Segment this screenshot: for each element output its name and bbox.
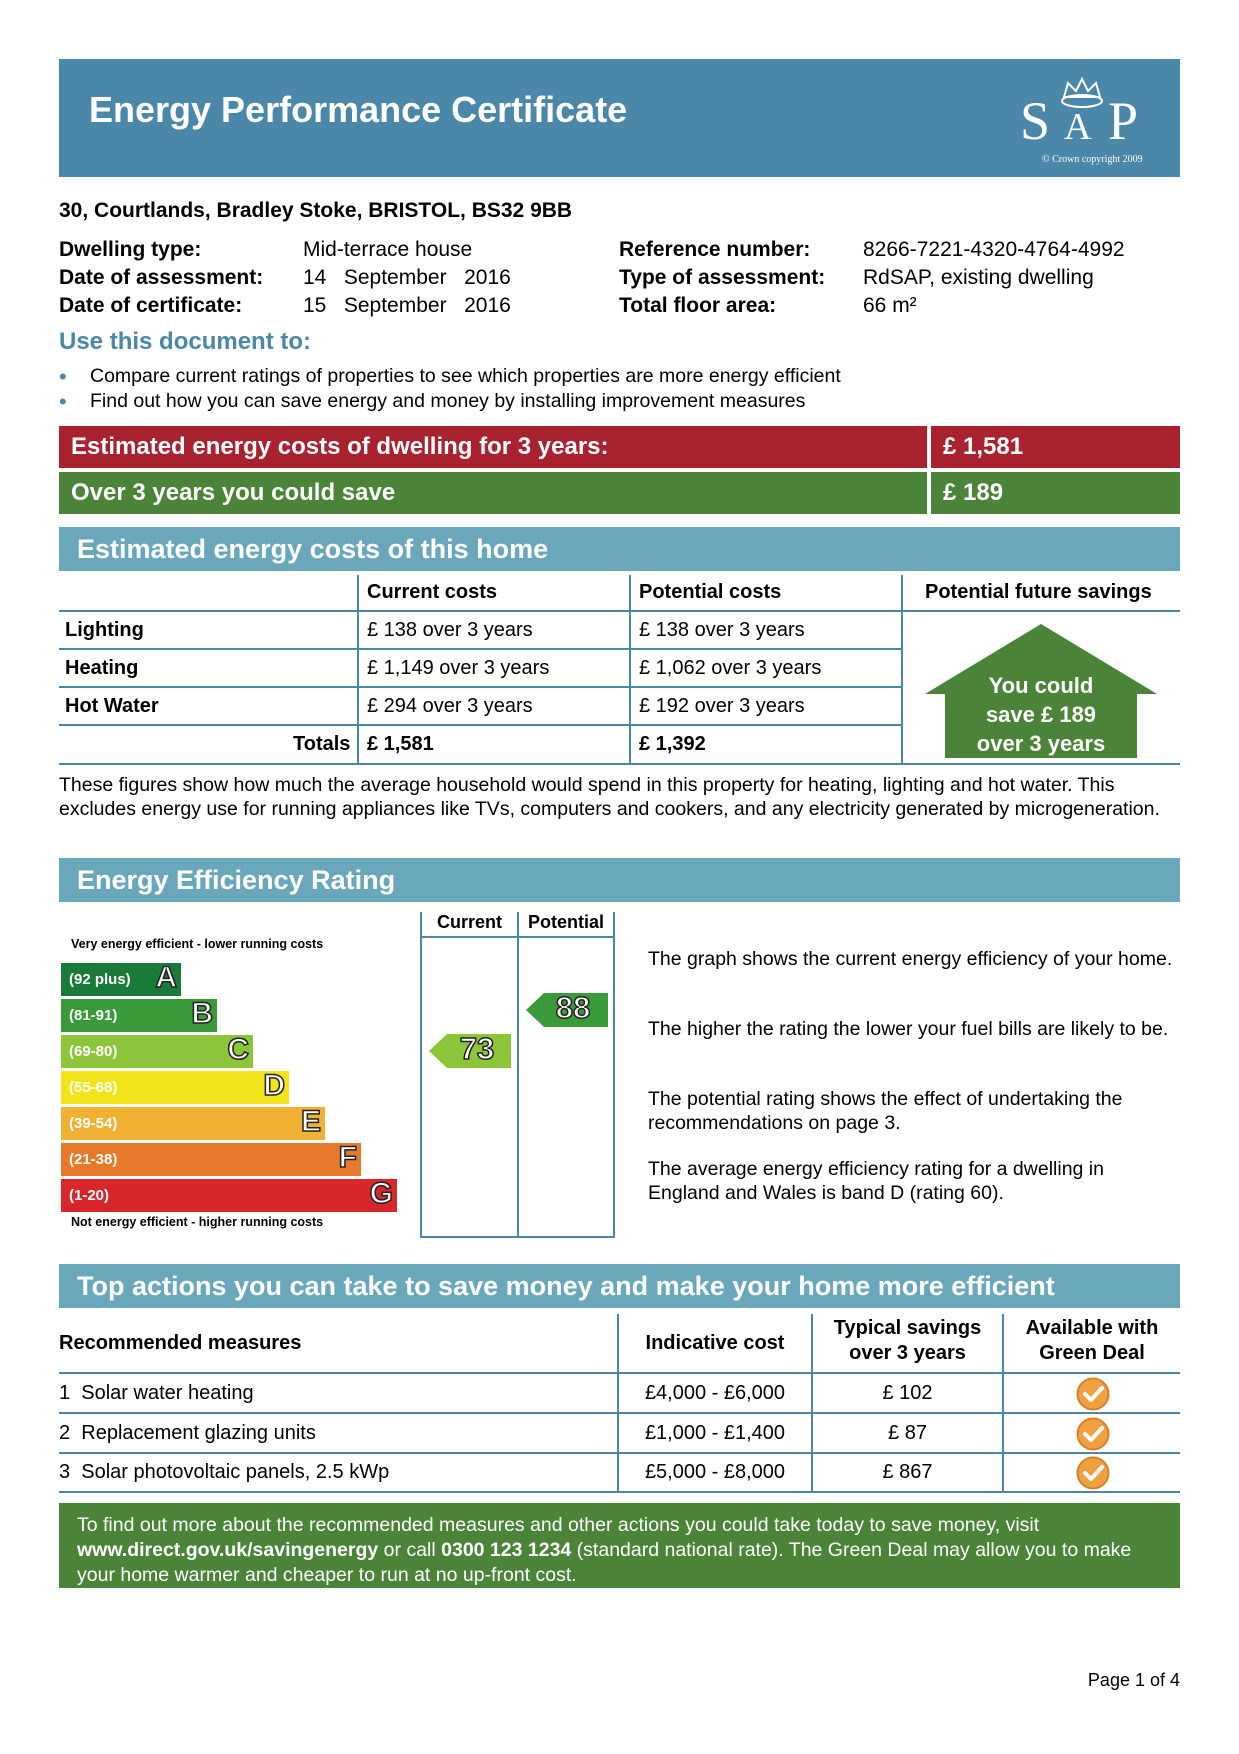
potential-costs-header: Potential costs	[639, 581, 782, 603]
rating-band-g: (1-20) G	[61, 1179, 397, 1212]
rating-band-f: (21-38) F	[61, 1143, 361, 1176]
measures-header: Recommended measures	[59, 1332, 302, 1354]
current-costs-header: Current costs	[367, 581, 498, 603]
rating-band-a: (92 plus) A	[61, 963, 181, 996]
page-title: Energy Performance Certificate	[89, 89, 628, 130]
bullet-item: • Compare current ratings of properties to see which properties are more energy efficient	[59, 364, 841, 389]
actions-table	[59, 1310, 1180, 1495]
use-document-title: Use this document to:	[59, 328, 312, 355]
reference-number-value: 8266-7221-4320-4764-4992	[863, 238, 1125, 261]
green-deal-check-icon	[1076, 1456, 1110, 1490]
dwelling-type-label: Dwelling type:	[59, 238, 202, 261]
heating-label: Heating	[65, 657, 139, 679]
rating-band-b: (81-91) B	[61, 999, 217, 1032]
savings-header: Typical savings over 3 years	[833, 1317, 982, 1364]
measure-row: 3 Solar photovoltaic panels, 2.5 kWp	[59, 1461, 390, 1483]
green-deal-check-icon	[1076, 1417, 1110, 1451]
savingenergy-link[interactable]: www.direct.gov.uk/savingenergy	[77, 1539, 379, 1561]
rating-band-d: (55-68) D	[61, 1071, 289, 1104]
heating-potential: £ 1,062 over 3 years	[639, 657, 822, 679]
rating-text-2: The higher the rating the lower your fuel bills are likely to be.	[648, 1018, 1169, 1040]
assessment-date-value: 14 September 2016	[303, 266, 511, 289]
rating-text-3: The potential rating shows the effect of undertaking the recommendations on page 3.	[648, 1088, 1123, 1134]
costs-section-title: Estimated energy costs of this home	[59, 527, 1180, 571]
assessment-date-label: Date of assessment:	[59, 266, 264, 289]
svg-text:P: P	[1108, 91, 1139, 151]
phone-number: 0300 123 1234	[441, 1539, 572, 1561]
svg-text:A: A	[1064, 106, 1092, 148]
savings-bar: Over 3 years you could save	[59, 472, 927, 514]
certificate-date-value: 15 September 2016	[303, 294, 511, 317]
inefficient-note: Not energy efficient - higher running costs	[71, 1215, 324, 1229]
lighting-potential: £ 138 over 3 years	[639, 619, 805, 641]
measure-cost: £5,000 - £8,000	[644, 1461, 786, 1483]
hot-water-potential: £ 192 over 3 years	[639, 695, 805, 717]
current-rating-value: 73	[459, 1031, 495, 1066]
bullet-icon: •	[59, 389, 67, 414]
measure-savings: £ 87	[888, 1422, 927, 1444]
rating-band-e: (39-54) E	[61, 1107, 325, 1140]
totals-current: £ 1,581	[367, 733, 434, 755]
sap-logo	[1012, 67, 1152, 167]
floor-area-value: 66 m²	[863, 294, 917, 317]
rating-band-c: (69-80) C	[61, 1035, 253, 1068]
measure-cost: £4,000 - £6,000	[644, 1382, 786, 1404]
estimated-cost-bar: Estimated energy costs of dwelling for 3 years:	[59, 426, 927, 468]
rating-chart	[59, 910, 619, 1240]
efficient-note: Very energy efficient - lower running costs	[71, 937, 324, 951]
heating-current: £ 1,149 over 3 years	[367, 657, 550, 679]
assessment-type-label: Type of assessment:	[619, 266, 826, 289]
totals-label: Totals	[293, 733, 351, 755]
lighting-label: Lighting	[65, 619, 144, 641]
measure-savings: £ 867	[882, 1461, 933, 1483]
assessment-type-value: RdSAP, existing dwelling	[863, 266, 1094, 289]
measure-row: 2 Replacement glazing units	[59, 1422, 316, 1444]
certificate-header	[59, 59, 1180, 177]
bullet-icon: •	[59, 364, 67, 389]
totals-potential: £ 1,392	[639, 733, 706, 755]
costs-table	[59, 573, 1180, 767]
future-savings-header: Potential future savings	[925, 581, 1152, 603]
green-deal-check-icon	[1076, 1377, 1110, 1411]
rating-text-4: The average energy efficiency rating for a dwelling in England and Wales is band D (rating 60).	[648, 1158, 1104, 1204]
lighting-current: £ 138 over 3 years	[367, 619, 533, 641]
savings-value: £ 189	[931, 472, 1180, 514]
svg-text:S: S	[1020, 91, 1051, 151]
estimated-cost-value: £ 1,581	[931, 426, 1180, 468]
dwelling-type-value: Mid-terrace house	[303, 238, 473, 261]
potential-rating-value: 88	[555, 990, 591, 1025]
green-deal-header: Available with Green Deal	[1025, 1317, 1159, 1364]
bullet-item: • Find out how you can save energy and money by installing improvement measures	[59, 389, 806, 414]
costs-note: These figures show how much the average household would spend in this property for heating, lighting and hot water. This excludes energy use for running appliances like TVs, computers and cookers, and any electricity generated by microgeneration.	[59, 774, 1160, 820]
measure-cost: £1,000 - £1,400	[644, 1422, 786, 1444]
rating-text-1: The graph shows the current energy efficiency of your home.	[648, 948, 1173, 970]
footer-info-box: To find out more about the recommended measures and other actions you could take today to save money, visit www.direct.gov.uk/savingenergy or call 0300 123 1234 (standard national rate). The Green Deal may allow you to make your home warmer and cheaper to run at no up-front cost.	[59, 1503, 1180, 1588]
measure-row: 1 Solar water heating	[59, 1382, 254, 1404]
certificate-date-label: Date of certificate:	[59, 294, 243, 317]
cost-header: Indicative cost	[645, 1332, 785, 1354]
reference-number-label: Reference number:	[619, 238, 811, 261]
potential-column-header: Potential	[527, 912, 604, 932]
current-column-header: Current	[436, 912, 502, 932]
hot-water-label: Hot Water	[65, 695, 159, 717]
page-number: Page 1 of 4	[1087, 1670, 1180, 1690]
hot-water-current: £ 294 over 3 years	[367, 695, 533, 717]
actions-section-title: Top actions you can take to save money and make your home more efficient	[59, 1264, 1180, 1308]
floor-area-label: Total floor area:	[619, 294, 777, 317]
savings-house-text: You could save £ 189 over 3 years	[976, 673, 1106, 756]
property-address: 30, Courtlands, Bradley Stoke, BRISTOL, BS32 9BB	[59, 199, 573, 222]
measure-savings: £ 102	[882, 1382, 933, 1404]
svg-text:© Crown copyright 2009: © Crown copyright 2009	[1042, 154, 1143, 165]
rating-section-title: Energy Efficiency Rating	[59, 858, 1180, 902]
